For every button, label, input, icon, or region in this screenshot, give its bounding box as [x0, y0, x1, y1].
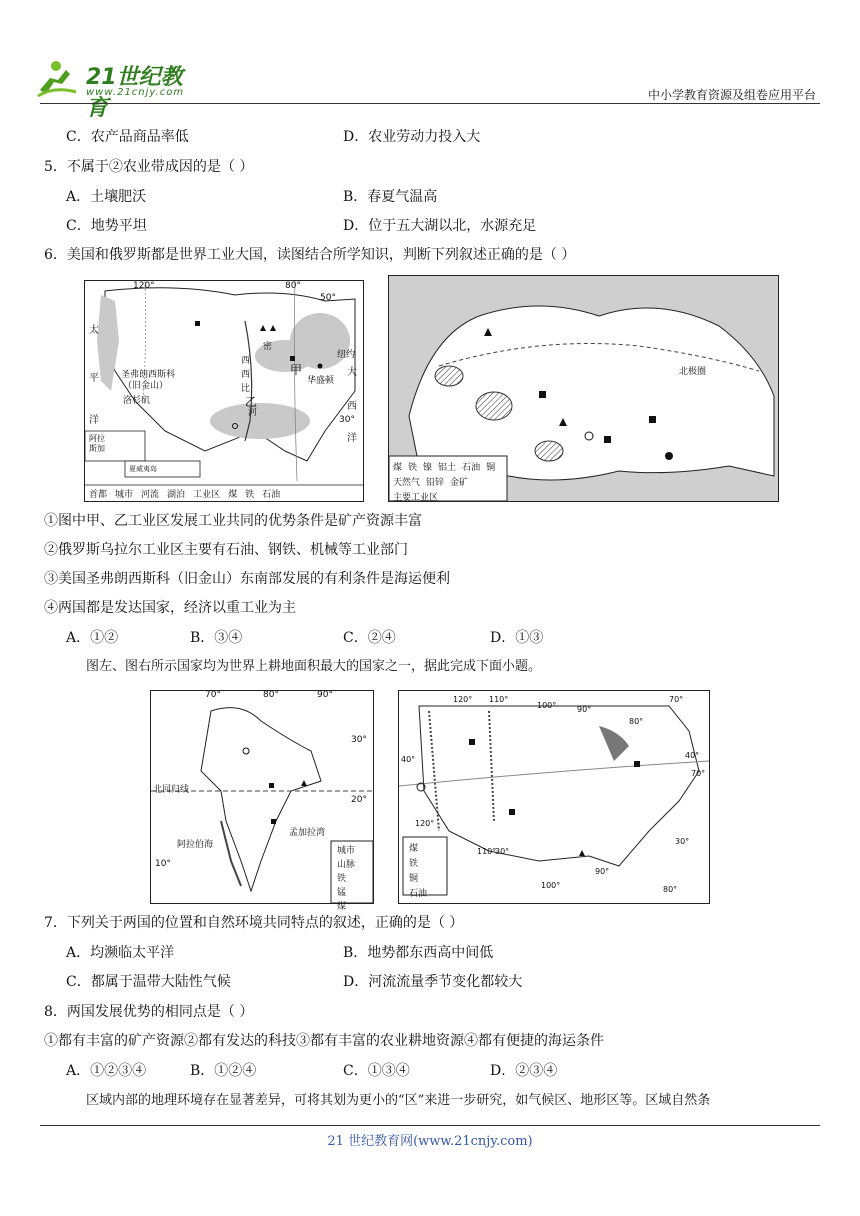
- q5-stem: 5．不属于②农业带成因的是（ ）: [44, 159, 254, 175]
- q5-option-d: D．位于五大湖以北，水源充足: [343, 218, 537, 234]
- q7-option-b: B．地势都东西高中间低: [343, 945, 494, 961]
- logo-url: www.21cnjy.com: [86, 87, 185, 98]
- q6-option-c: C．②④: [343, 630, 396, 646]
- q8-option-a: A．①②③④: [66, 1063, 147, 1079]
- usa-region-jia: 甲: [290, 363, 303, 377]
- legend-iron: 铁: [409, 859, 419, 869]
- usa-sf-old: （旧金山）: [123, 381, 169, 391]
- q6-stem: 6．美国和俄罗斯都是世界工业大国，读图结合所学知识，判断下列叙述正确的是（ ）: [44, 247, 576, 263]
- q7-option-d: D．河流流量季节变化都较大: [343, 974, 523, 990]
- q4-option-d: D．农业劳动力投入大: [343, 129, 481, 145]
- usa-atlantic-3: 洋: [347, 433, 357, 444]
- usa2-lon110: 110°: [489, 695, 509, 704]
- q6-statement-4: ④两国都是发达国家，经济以重工业为主: [44, 600, 296, 616]
- q8-option-d: D．②③④: [490, 1063, 558, 1079]
- legend-nickel: 镍: [423, 463, 433, 473]
- legend-copper: 铜: [486, 463, 496, 473]
- usa-alaska-2: 斯加: [89, 444, 105, 453]
- q6-statement-2: ②俄罗斯乌拉尔工业区主要有石油、钢铁、机械等工业部门: [44, 542, 408, 558]
- usa2-map-legend: [409, 841, 427, 899]
- usa2-lon120-bottom: 120°: [415, 819, 435, 828]
- india-lon80: 80°: [263, 690, 279, 700]
- usa2-lon70-right: 70°: [691, 769, 706, 778]
- q8-stem: 8．两国发展优势的相同点是（ ）: [44, 1004, 254, 1020]
- q6-option-d: D．①③: [490, 630, 544, 646]
- usa2-lon90-bottom: 90°: [595, 867, 610, 876]
- legend-gas: 天然气: [393, 478, 421, 488]
- india-lat30: 30°: [351, 735, 367, 745]
- usa2-lon120: 120°: [453, 695, 473, 704]
- usa-sf: 圣弗朗西斯科: [121, 370, 176, 380]
- legend-iron: 铁: [408, 463, 418, 473]
- footer-divider: [40, 1125, 820, 1126]
- india-lon90: 90°: [317, 690, 333, 700]
- russia-industry-map: [388, 275, 779, 502]
- legend-iron: 铁: [337, 874, 347, 884]
- legend-copper: 铜: [409, 874, 419, 884]
- passage-intro: 图左、图右所示国家均为世界上耕地面积最大的国家之一，据此完成下面小题。: [86, 659, 542, 674]
- q7-option-a: A．均濒临太平洋: [66, 945, 175, 961]
- q5-option-a: A．土壤肥沃: [66, 189, 147, 205]
- legend-oil: 石油: [409, 889, 428, 899]
- india-tropic: 北回归线: [153, 785, 190, 795]
- russia-map-legend: [393, 460, 505, 503]
- usa-miss-1: 密: [263, 342, 273, 352]
- usa2-lat30: 30°: [675, 837, 690, 846]
- legend-gold: 金矿: [450, 478, 469, 488]
- usa-miss-2: 西: [241, 356, 251, 366]
- legend-coal: 煤: [228, 490, 238, 500]
- legend-industry-zone: 主要工业区: [393, 493, 439, 503]
- legend-coal: 煤: [337, 902, 347, 912]
- q6-statement-3: ③美国圣弗朗西斯科（旧金山）东南部发展的有利条件是海运便利: [44, 571, 450, 587]
- legend-city: 城市: [337, 846, 356, 856]
- russia-arctic-circle: 北极圈: [679, 367, 707, 377]
- usa-lon80: 80°: [285, 281, 301, 291]
- usa-lat30: 30°: [339, 415, 355, 425]
- india-map: [150, 690, 374, 912]
- legend-river: 河流: [141, 490, 160, 500]
- india-map-legend: [337, 843, 355, 912]
- usa-pacific-2: 平: [89, 373, 99, 384]
- usa-industry-map: [84, 280, 364, 502]
- usa-alaska: 阿拉: [89, 434, 105, 443]
- q7-stem: 7．下列关于两国的位置和自然环境共同特点的叙述，正确的是（ ）: [44, 915, 464, 931]
- q6-option-b: B．③④: [190, 630, 243, 646]
- logo-text: 21世纪教育: [86, 65, 183, 121]
- india-lat10: 10°: [155, 859, 171, 869]
- q6-statement-1: ①图中甲、乙工业区发展工业共同的优势条件是矿产资源丰富: [44, 513, 422, 529]
- passage-regional: 区域内部的地理环境存在显著差异，可将其划为更小的“区”来进一步研究，如气候区、地形区等。区域自然条: [86, 1093, 711, 1108]
- usa-mineral-map: [398, 690, 710, 904]
- q4-option-c: C．农产品商品率低: [66, 129, 189, 145]
- usa-lat50: 50°: [320, 293, 336, 303]
- usa-lon120: 120°: [133, 281, 155, 291]
- legend-bauxite: 铝土: [438, 463, 457, 473]
- q5-option-c: C．地势平坦: [66, 218, 147, 234]
- header-platform: 中小学教育资源及组卷应用平台: [647, 88, 816, 102]
- india-lat20: 20°: [351, 795, 367, 805]
- usa2-lon110-bottom: 110°: [477, 847, 497, 856]
- usa2-lon80: 80°: [629, 717, 644, 726]
- usa-region-yi: 乙: [245, 395, 258, 409]
- header-logo[interactable]: [36, 56, 201, 121]
- legend-manganese: 锰: [337, 888, 347, 898]
- legend-oil: 石油: [262, 490, 281, 500]
- usa-pacific-3: 洋: [89, 415, 99, 426]
- legend-lake: 湖泊: [167, 490, 186, 500]
- q8-option-c: C．①③④: [343, 1063, 410, 1079]
- usa2-lon70: 70°: [669, 695, 684, 704]
- usa-newyork: 纽约: [337, 350, 356, 360]
- q6-option-a: A．①②: [66, 630, 119, 646]
- legend-industry: 工业区: [193, 490, 221, 500]
- usa2-lon80-bottom: 80°: [663, 885, 678, 894]
- usa2-lat30-bottom: 30°: [495, 847, 510, 856]
- usa-washington: 华盛顿: [307, 376, 335, 386]
- q8-option-b: B．①②④: [190, 1063, 257, 1079]
- usa-atlantic-1: 大: [347, 367, 357, 378]
- q7-option-c: C．都属于温带大陆性气候: [66, 974, 231, 990]
- india-bay-of-bengal: 孟加拉湾: [289, 828, 326, 838]
- usa-miss-4: 比: [241, 384, 251, 394]
- legend-mountain: 山脉: [337, 860, 356, 870]
- legend-lead-zinc: 铅锌: [426, 478, 445, 488]
- usa-atlantic-2: 西: [347, 401, 357, 412]
- usa-miss-3: 西: [241, 370, 251, 380]
- usa-hawaii-box: 夏威夷岛: [129, 465, 157, 473]
- legend-coal: 煤: [409, 844, 419, 854]
- footer-link[interactable]: 21 世纪教育网(www.21cnjy.com): [327, 1134, 533, 1149]
- usa2-lon90: 90°: [577, 705, 592, 714]
- legend-iron: 铁: [245, 490, 255, 500]
- legend-city: 城市: [115, 490, 134, 500]
- legend-coal: 煤: [393, 463, 403, 473]
- usa-pacific-1: 太: [89, 325, 99, 336]
- q5-option-b: B．春夏气温高: [343, 189, 438, 205]
- usa2-lon100: 100°: [537, 701, 557, 710]
- usa2-lon100-bottom: 100°: [541, 881, 561, 890]
- usa-la: 洛杉矶: [123, 396, 151, 406]
- india-lon70: 70°: [205, 690, 221, 700]
- usa2-lat40: 40°: [401, 755, 416, 764]
- india-arabian-sea: 阿拉伯海: [177, 840, 214, 850]
- q8-items: ①都有丰富的矿产资源②都有发达的科技③都有丰富的农业耕地资源④都有便捷的海运条件: [44, 1033, 604, 1049]
- legend-oil: 石油: [462, 463, 481, 473]
- legend-capital: 首都: [89, 490, 108, 500]
- usa-river: 河: [248, 408, 258, 418]
- usa-map-legend: [89, 487, 280, 500]
- usa2-lat40-right: 40°: [685, 751, 700, 760]
- header-divider: [40, 103, 820, 104]
